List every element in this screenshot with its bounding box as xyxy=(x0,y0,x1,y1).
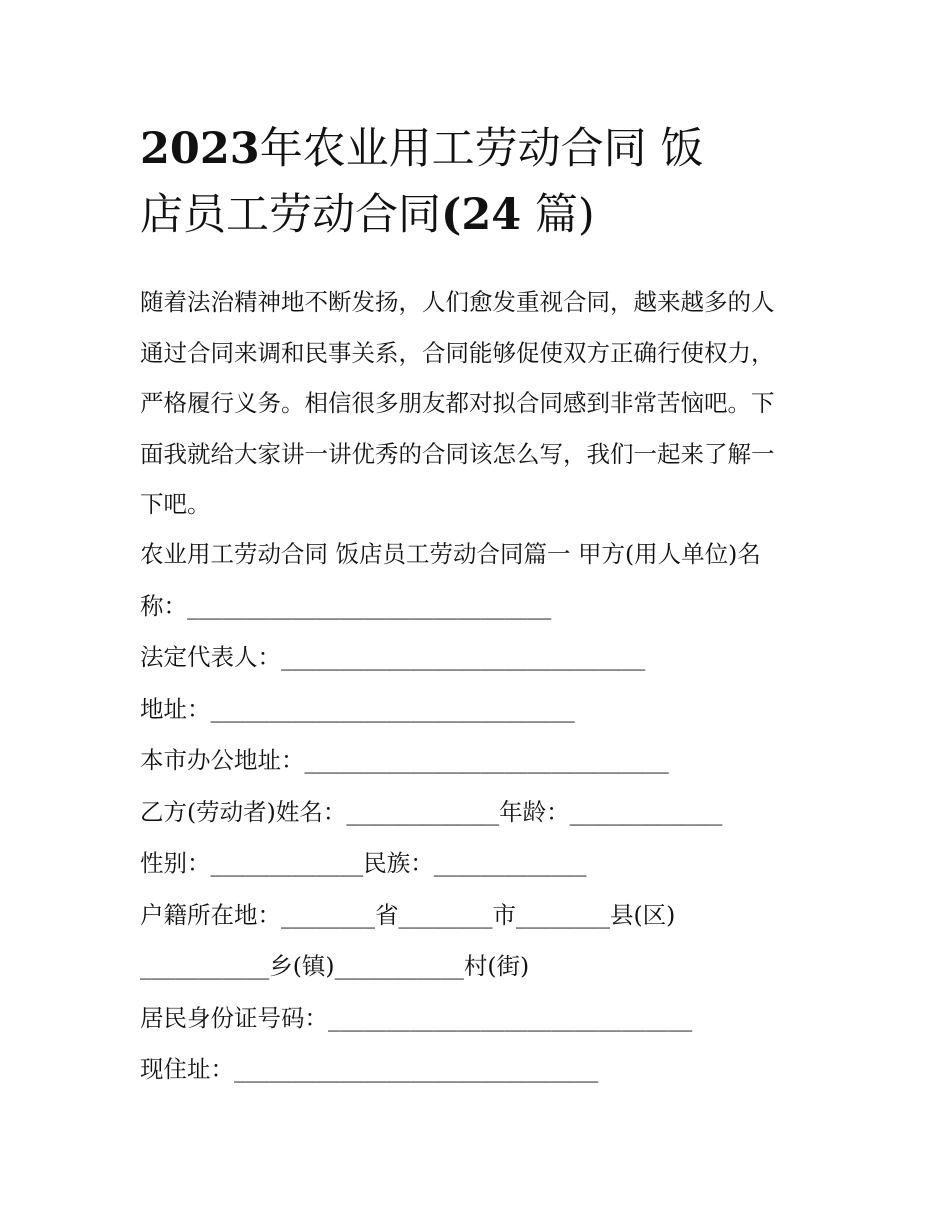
intro-line: 通过合同来调和民事关系，合同能够促使双方正确行使权力， xyxy=(140,338,775,367)
title-line-2 xyxy=(140,182,820,248)
household-registration-field: 户籍所在地：________省________市________县(区) xyxy=(140,900,676,929)
intro-line: 下吧。 xyxy=(140,490,211,518)
title-year: 2023 xyxy=(140,124,260,174)
office-address-field: 本市办公地址：_______________________________ xyxy=(140,746,669,774)
intro-line: 随着法治精神地不断发扬，人们愈发重视合同，越来越多的人 xyxy=(140,288,775,316)
title-text-2: 店员工劳动合同 xyxy=(140,190,441,240)
gender-ethnicity-field: 性别：_____________民族：_____________ xyxy=(140,849,587,877)
township-village-field: ___________乡(镇)___________村(街) xyxy=(140,952,530,980)
title-line-1 xyxy=(140,116,820,182)
title-text-1: 年农业用工劳动合同 饭 xyxy=(259,124,704,174)
id-number-field: 居民身份证号码：_______________________________ xyxy=(140,1003,693,1032)
address-field: 地址：_______________________________ xyxy=(140,694,575,723)
document-title xyxy=(140,116,820,248)
title-count: (24 xyxy=(441,190,522,240)
intro-line: 面我就给大家讲一讲优秀的合同该怎么写，我们一起来了解一 xyxy=(140,439,775,468)
form-heading-line: 农业用工劳动合同 饭店员工劳动合同篇一 甲方(用人单位)名 xyxy=(140,540,761,568)
employer-name-field: 称：_______________________________ xyxy=(140,591,552,620)
intro-line: 严格履行义务。相信很多朋友都对拟合同感到非常苦恼吧。下 xyxy=(140,389,775,417)
contract-form xyxy=(140,529,830,1096)
legal-representative-field: 法定代表人：_______________________________ xyxy=(140,643,646,671)
current-address-field: 现住址：_______________________________ xyxy=(140,1055,599,1083)
title-text-3: 篇) xyxy=(521,190,595,240)
intro-paragraph xyxy=(140,277,816,530)
employee-name-age-field: 乙方(劳动者)姓名：_____________年龄：_____________ xyxy=(140,797,723,826)
